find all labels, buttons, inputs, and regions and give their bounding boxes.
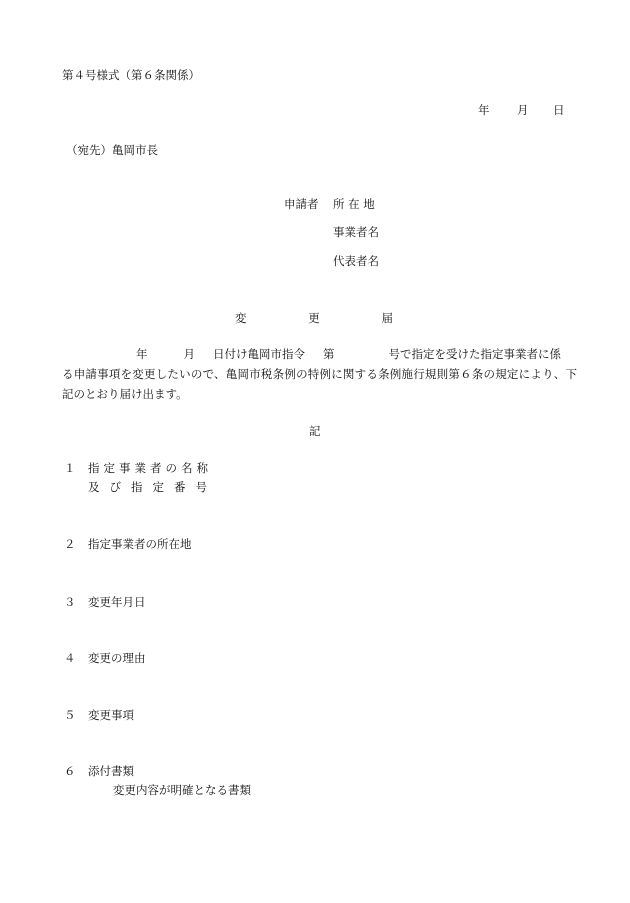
body-month: 月 (183, 347, 195, 361)
title-char: 届 (381, 311, 393, 325)
title-char: 更 (308, 311, 320, 325)
date-year-label: 年 (478, 103, 490, 117)
item-number: ５ (64, 708, 76, 722)
ki-heading: 記 (309, 424, 321, 438)
body-paragraph (62, 344, 577, 404)
item-sublabel-1: 及 び 指 定 番 号 (88, 480, 207, 494)
body-dated: 日付け亀岡市指令 (213, 347, 305, 361)
item-label-3: 変更年月日 (88, 595, 146, 609)
document-title (235, 313, 393, 325)
address-label: 所 在 地 (333, 197, 375, 211)
item-sublabel-6: 変更内容が明確となる書類 (113, 783, 251, 797)
item-label-6: 添付書類 (88, 764, 134, 778)
item-label-1: 指 定 事 業 者 の 名 称 (88, 461, 208, 475)
item-label-5: 変更事項 (88, 708, 134, 722)
date-month-label: 月 (517, 103, 529, 117)
body-text-rest: る申請事項を変更したいので、亀岡市税条例の特例に関する条例施行規則第６条の規定により、下記のとおり届け出ます。 (62, 367, 577, 401)
item-label-2: 指定事業者の所在地 (88, 537, 192, 551)
form-number: 第４号様式（第６条関係） (62, 68, 200, 82)
body-dai: 第 (323, 347, 335, 361)
title-char: 変 (235, 311, 247, 325)
item-number: ４ (64, 651, 76, 665)
addressee: （宛先）亀岡市長 (66, 143, 158, 157)
representative-label: 代表者名 (333, 254, 379, 268)
body-year: 年 (136, 347, 148, 361)
date-day-label: 日 (553, 103, 565, 117)
item-number: １ (64, 461, 76, 475)
item-label-4: 変更の理由 (88, 651, 146, 665)
body-line1-rest: 号で指定を受けた指定事業者に係 (388, 347, 561, 361)
applicant-label: 申請者 (284, 197, 319, 211)
item-number: ６ (64, 764, 76, 778)
business-name-label: 事業者名 (333, 225, 379, 239)
item-number: ２ (64, 537, 76, 551)
item-number: ３ (64, 595, 76, 609)
